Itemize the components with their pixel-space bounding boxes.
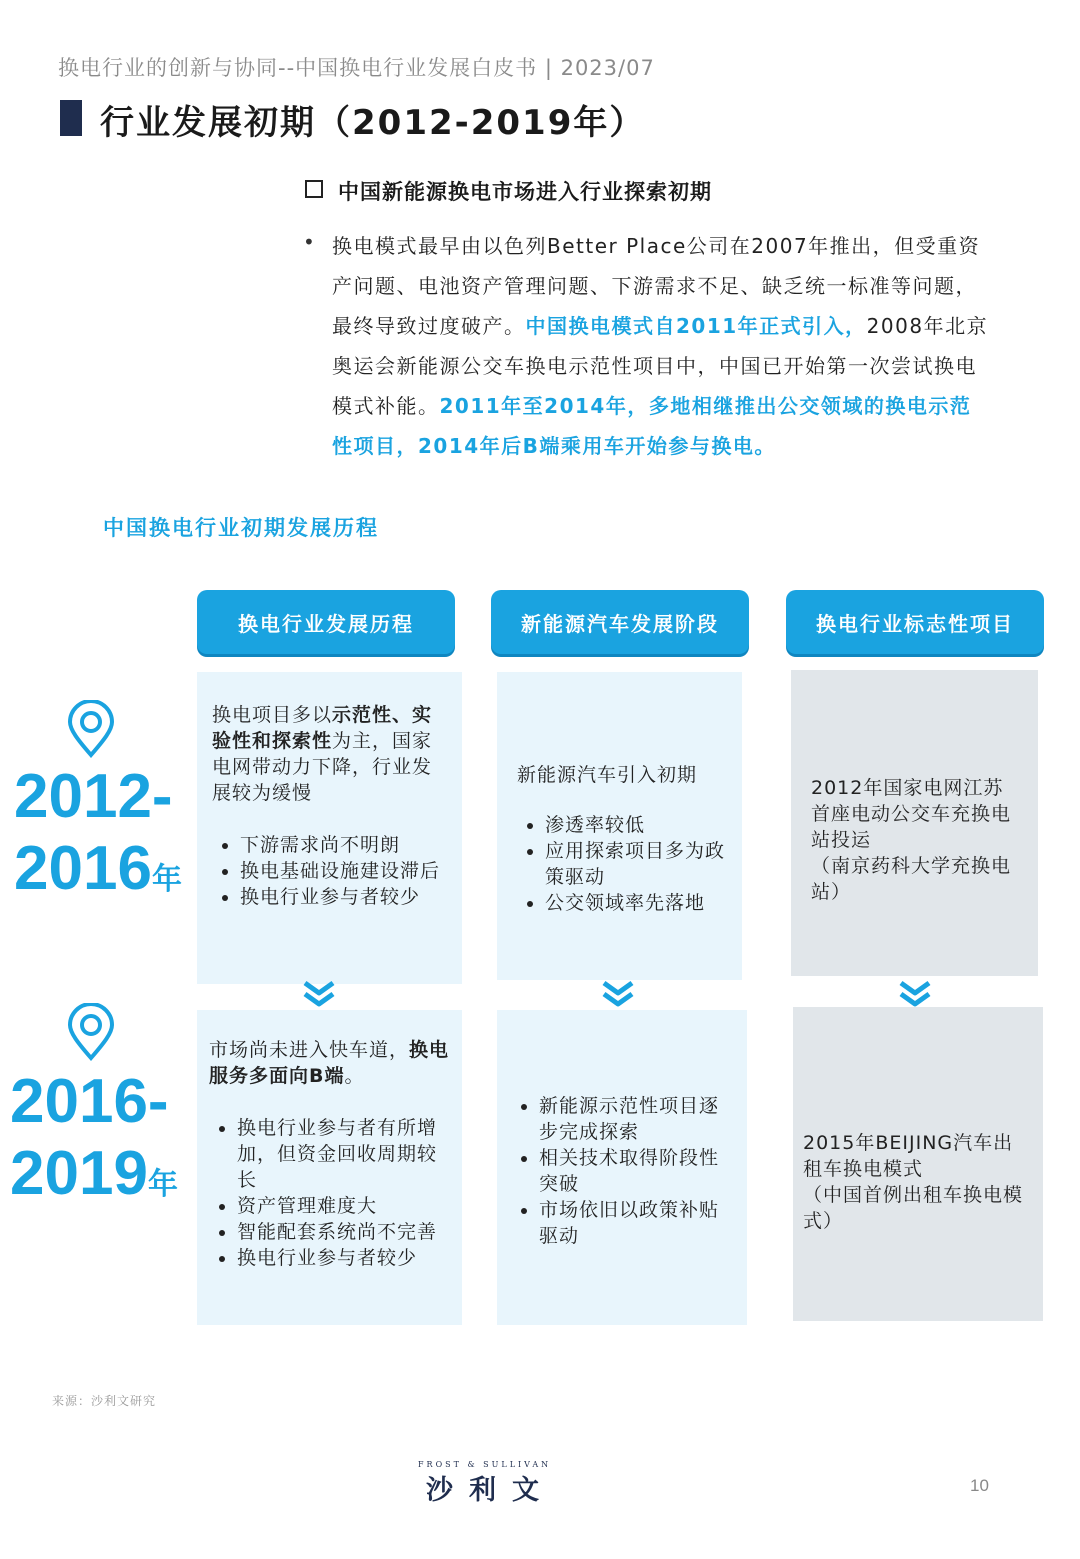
period-1-nev-list bbox=[517, 812, 728, 916]
logo-wordmark-en: FROST & SULLIVAN bbox=[418, 1460, 552, 1469]
period-2-history-cell bbox=[197, 1010, 462, 1325]
column-header-nev-stage: 新能源汽车发展阶段 bbox=[491, 590, 749, 654]
double-chevron-down-icon bbox=[601, 980, 635, 1008]
source-note: 来源：沙利文研究 bbox=[52, 1394, 157, 1408]
intro-text-1: 换电模式最早由以色列Better Place公司在2007年推出，但受重资产问题、电池资产管理问题、下游需求不足、缺乏统一标准等问题，最终导致过度破产。 bbox=[332, 234, 981, 338]
period-2-history-list bbox=[209, 1115, 452, 1271]
list-item: • 换电行业参与者较少 bbox=[240, 884, 448, 910]
period-1-year-suffix: 年 bbox=[151, 863, 182, 896]
period-2-year bbox=[10, 1067, 178, 1208]
section-title: 中国新能源换电市场进入行业探索初期 bbox=[338, 180, 712, 204]
column-header-landmark-project: 换电行业标志性项目 bbox=[786, 590, 1044, 654]
intro-highlight-1: 中国换电模式自2011年正式引入， bbox=[525, 314, 867, 338]
period-2-year-line1: 2016- bbox=[10, 1067, 169, 1136]
double-chevron-down-icon bbox=[898, 980, 932, 1008]
checkbox-icon bbox=[305, 180, 323, 198]
list-item: • 换电行业参与者较少 bbox=[237, 1245, 452, 1271]
list-item: • 换电基础设施建设滞后 bbox=[240, 858, 448, 884]
period-2-year-suffix: 年 bbox=[147, 1168, 178, 1201]
column-header-history: 换电行业发展历程 bbox=[197, 590, 455, 654]
period-1-history-text-1: 换电项目多以 bbox=[212, 704, 333, 726]
list-item: • 应用探索项目多为政策驱动 bbox=[545, 838, 728, 890]
timeline-title: 中国换电行业初期发展历程 bbox=[103, 516, 379, 540]
period-1-nev-cell bbox=[497, 672, 742, 980]
period-1-project-note: （南京药科大学充换电站） bbox=[811, 855, 1012, 903]
period-1-history-desc bbox=[212, 702, 448, 806]
list-item: • 智能配套系统尚不完善 bbox=[237, 1219, 452, 1245]
title-bar-accent bbox=[60, 100, 82, 136]
double-chevron-down-icon bbox=[302, 980, 336, 1008]
period-1-history-bold: 示范性、实验性和探索性 bbox=[212, 704, 433, 752]
period-2-history-desc bbox=[209, 1037, 452, 1089]
header-line: 换电行业的创新与协同--中国换电行业发展白皮书 | 2023/07 bbox=[58, 56, 655, 80]
period-1-year-line2: 2016 bbox=[14, 834, 152, 903]
list-item: • 资产管理难度大 bbox=[237, 1193, 452, 1219]
period-2-nev-list bbox=[511, 1093, 735, 1249]
period-2-history-text-1: 市场尚未进入快车道， bbox=[209, 1039, 410, 1061]
list-item: • 相关技术取得阶段性突破 bbox=[539, 1145, 735, 1197]
location-pin-icon bbox=[66, 700, 116, 758]
period-1-history-list bbox=[212, 832, 448, 910]
period-2-project-cell bbox=[793, 1007, 1043, 1321]
list-item: • 市场依旧以政策补贴驱动 bbox=[539, 1197, 735, 1249]
period-1-project-cell bbox=[791, 670, 1038, 976]
logo-wordmark-cn: 沙利文 bbox=[426, 1475, 555, 1506]
page-number: 10 bbox=[970, 1476, 989, 1495]
period-1-history-text-2: 为主，国家电网带动力下降，行业发展较为缓慢 bbox=[212, 730, 433, 804]
period-1-nev-lead: 新能源汽车引入初期 bbox=[517, 764, 698, 786]
page-title: 行业发展初期（2012-2019年） bbox=[100, 103, 646, 143]
period-1-year bbox=[14, 762, 182, 903]
list-item: • 换电行业参与者有所增加，但资金回收周期较长 bbox=[237, 1115, 452, 1193]
period-2-history-text-2: 。 bbox=[344, 1065, 365, 1087]
list-item: • 渗透率较低 bbox=[545, 812, 728, 838]
period-1-project-main: 2012年国家电网江苏首座电动公交车充换电站投运 bbox=[811, 777, 1012, 851]
intro-paragraph bbox=[332, 226, 992, 466]
period-2-project-note: （中国首例出租车换电模式） bbox=[803, 1184, 1024, 1232]
period-2-project-main: 2015年BEIJING汽车出租车换电模式 bbox=[803, 1132, 1014, 1180]
list-item: • 下游需求尚不明朗 bbox=[240, 832, 448, 858]
location-pin-icon bbox=[66, 1003, 116, 1061]
list-item: • 新能源示范性项目逐步完成探索 bbox=[539, 1093, 735, 1145]
period-1-history-cell bbox=[197, 672, 462, 984]
list-item: • 公交领域率先落地 bbox=[545, 890, 728, 916]
period-2-year-line2: 2019 bbox=[10, 1139, 148, 1208]
period-1-year-line1: 2012- bbox=[14, 762, 173, 831]
intro-bullet: • bbox=[303, 230, 315, 254]
intro-text-2: 2008年北京奥运会新能源公交车换电示范性项目中，中国已开始第一次尝试换电模式补能。 bbox=[332, 314, 989, 418]
period-2-nev-cell bbox=[497, 1010, 747, 1325]
period-2-history-bold: 换电服务多面向B端 bbox=[209, 1039, 450, 1087]
intro-highlight-2: 2011年至2014年，多地相继推出公交领域的换电示范性项目，2014年后B端乘用车开始参与换电。 bbox=[332, 394, 972, 458]
